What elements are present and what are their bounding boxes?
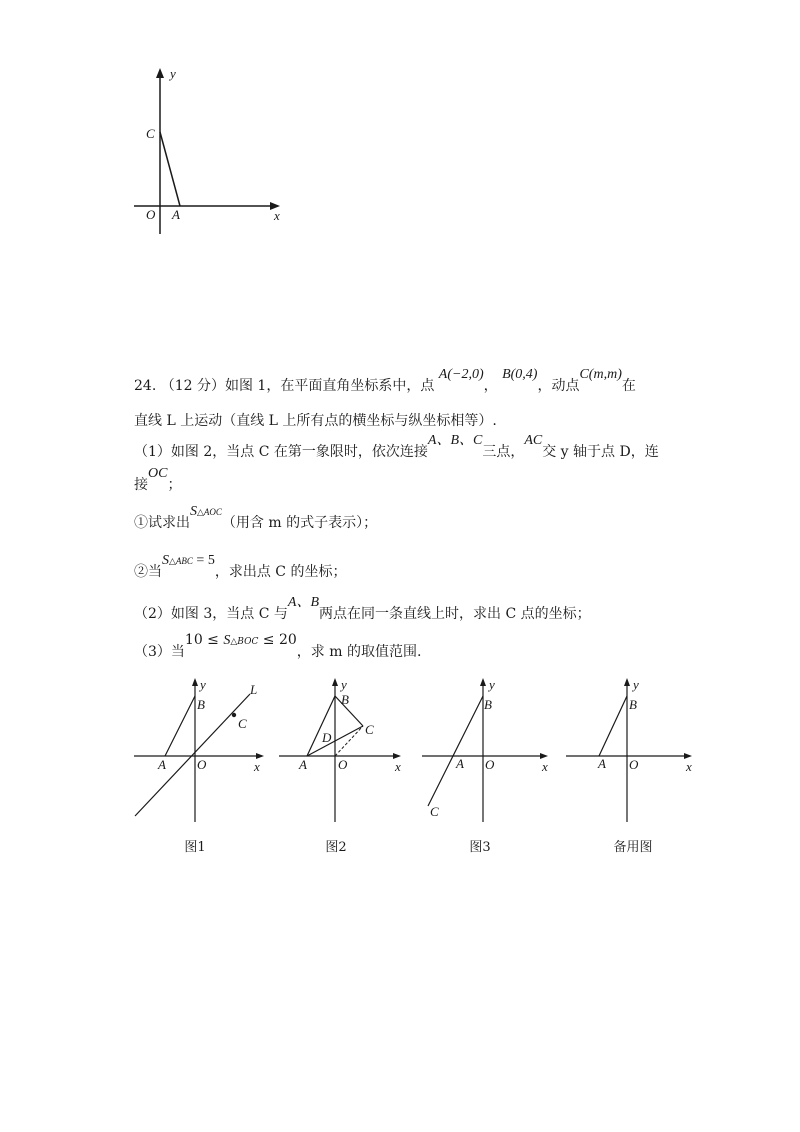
question-1	[134, 504, 378, 532]
caption-figure-spare: 备用图	[613, 840, 653, 855]
q1-text: ①试求出	[134, 515, 190, 531]
part1-line	[134, 433, 659, 461]
part1-text: （1）如图 2，当点 C 在第一象限时，依次连接	[134, 444, 428, 460]
label-A: A	[456, 756, 464, 771]
line-ABC	[428, 696, 483, 806]
label-y: y	[170, 66, 176, 81]
part3-text: （3）当	[134, 644, 185, 660]
label-x: x	[254, 759, 260, 774]
label-x: x	[686, 759, 692, 774]
label-x: x	[542, 759, 548, 774]
q1-text-b: （用含 m 的式子表示）；	[221, 515, 378, 531]
segment-OC-dashed	[335, 726, 363, 756]
part1-text-b: 三点，	[482, 444, 525, 460]
label-O: O	[146, 207, 156, 222]
caption-figure-1: 图1	[184, 840, 206, 855]
part3-line	[134, 632, 422, 661]
points-ABC: A、B、C	[427, 433, 483, 448]
segment-BC	[335, 696, 363, 726]
label-y: y	[633, 677, 639, 692]
label-y: y	[200, 677, 206, 692]
part2-line	[134, 595, 591, 623]
figure-2	[275, 676, 415, 826]
part1-text-e: ；	[167, 477, 182, 493]
label-C: C	[146, 126, 155, 141]
label-L: L	[250, 682, 258, 697]
segment-AB	[165, 696, 195, 756]
part2-text-b: 两点在同一条直线上时，求出 C 点的坐标；	[319, 606, 591, 622]
moving-point-text: ，动点	[537, 378, 580, 394]
q1-area: S△AOC	[190, 504, 222, 519]
label-D: D	[322, 730, 332, 745]
question-2	[134, 553, 347, 581]
problem-line-2	[134, 410, 497, 430]
segment-CA	[160, 132, 180, 206]
label-C: C	[238, 716, 247, 731]
y-axis-arrow	[156, 68, 164, 78]
label-C: C	[430, 804, 439, 819]
label-x: x	[395, 759, 401, 774]
segment-AB	[599, 696, 627, 756]
label-B: B	[341, 692, 349, 707]
label-y: y	[489, 677, 495, 692]
segment-AB	[307, 696, 335, 756]
label-A: A	[158, 757, 166, 772]
problem-line-1	[134, 367, 636, 395]
point-C: C(m,m)	[579, 367, 622, 382]
figure-spare	[562, 676, 702, 826]
problem-score: （12 分）	[160, 378, 225, 394]
part2-text: （2）如图 3，当点 C 与	[134, 606, 288, 622]
point-C-dot	[232, 713, 236, 717]
label-A: A	[598, 756, 606, 771]
label-O: O	[338, 757, 348, 772]
label-A: A	[299, 757, 307, 772]
figure-3	[418, 676, 558, 826]
separator: ，	[483, 378, 498, 394]
points-AB: A、B	[287, 595, 319, 610]
part1-text-c: 交 y 轴于点 D，连	[542, 444, 659, 460]
label-O: O	[629, 757, 639, 772]
part1-line-2	[134, 466, 182, 494]
segment-OC: OC	[148, 466, 168, 481]
label-A: A	[172, 207, 180, 222]
problem-intro: 如图 1，在平面直角坐标系中，点	[224, 378, 435, 394]
q2-text-b: ，求出点 C 的坐标；	[214, 564, 347, 580]
line-L-description: 直线 L 上运动（直线 L 上所有点的横坐标与纵坐标相等）.	[134, 413, 497, 429]
label-O: O	[197, 757, 207, 772]
label-B: B	[197, 697, 205, 712]
label-x: x	[274, 208, 280, 223]
label-y: y	[341, 677, 347, 692]
in-text: 在	[621, 378, 636, 394]
point-B: B(0,4)	[502, 367, 538, 382]
part3-inequality: 10 ≤ S△BOC ≤ 20	[184, 632, 297, 648]
point-A: A(−2,0)	[438, 367, 484, 382]
q2-text: ②当	[134, 564, 162, 580]
top-coordinate-figure	[130, 62, 290, 242]
label-O: O	[485, 757, 495, 772]
problem-number: 24.	[134, 378, 157, 394]
label-B: B	[629, 697, 637, 712]
label-C: C	[365, 722, 374, 737]
line-L	[135, 694, 250, 816]
y-arrow	[192, 678, 198, 686]
part3-text-b: ，求 m 的取值范围.	[296, 644, 422, 660]
segment-AC: AC	[524, 433, 543, 448]
q2-area: S△ABC = 5	[162, 553, 215, 568]
label-B: B	[484, 697, 492, 712]
caption-figure-3: 图3	[469, 840, 491, 855]
part1-text-d: 接	[134, 477, 148, 493]
caption-figure-2: 图2	[325, 840, 347, 855]
figure-1	[130, 676, 270, 826]
